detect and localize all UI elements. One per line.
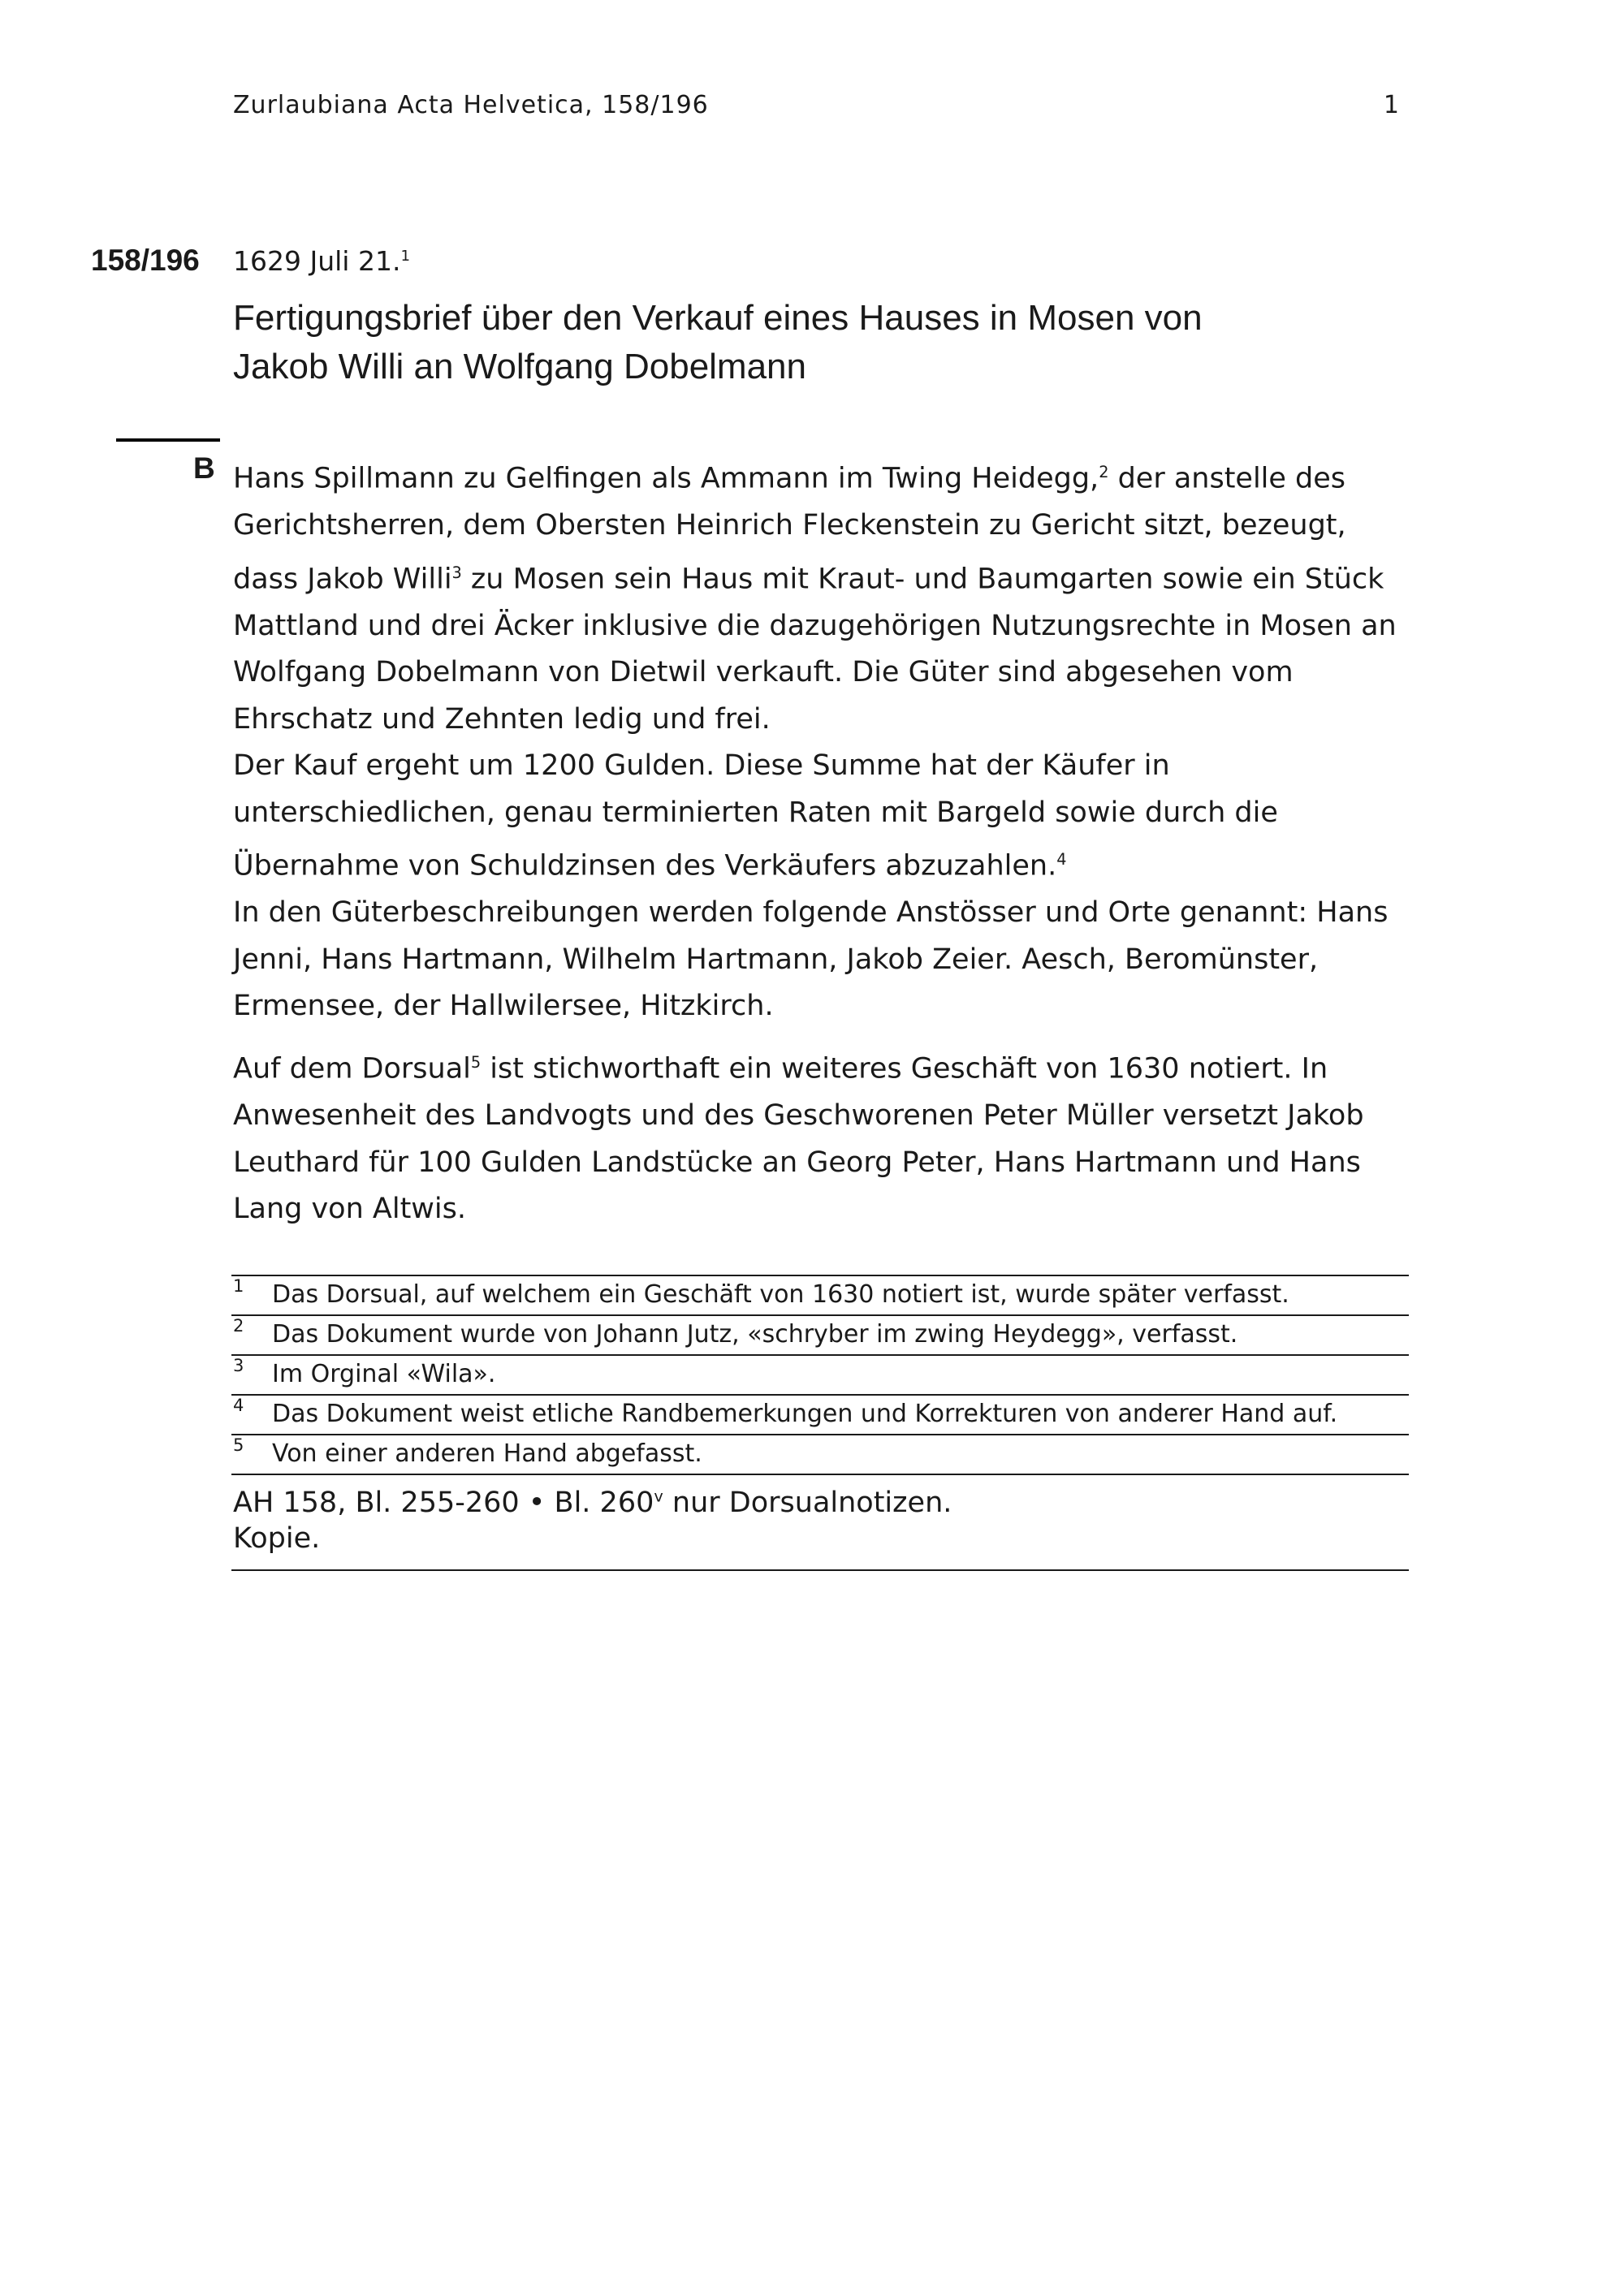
footnote-ref-4[interactable]: 4 [1056, 850, 1067, 870]
footnote-ref-2[interactable]: 2 [1099, 463, 1109, 481]
document-date [233, 245, 410, 277]
footnote-text: Im Orginal «Wila». [272, 1360, 496, 1388]
footnote-text: Das Dokument weist etliche Randbemerkungen und Korrekturen von anderer Hand auf. [272, 1400, 1338, 1428]
title-line-2: Jakob Willi an Wolfgang Dobelmann [233, 347, 806, 386]
footnote-text: Von einer anderen Hand abgefasst. [272, 1439, 702, 1468]
footnotes [231, 1275, 1409, 1475]
footnote-text: Das Dorsual, auf welchem ein Geschäft von 1630 notiert ist, wurde später verfasst. [272, 1280, 1289, 1309]
source-line-2: Kopie. [233, 1522, 321, 1555]
footnote [231, 1314, 1409, 1354]
footnote-number: 3 [233, 1356, 244, 1375]
paragraph-1: Hans Spillmann zu Gelfingen als Ammann im Twing Heidegg,$^2$ der anstelle des Gerichtsherren, dem Obersten Heinrich Fleckenstein zu Gericht sitzt, bezeugt, dass Jakob Willi$^3$ zu Mosen sein Haus mit Kraut- und Baumgarten sowie ein Stück Mattland und drei Äcker inklusive die dazugehörigen Nutzungsrechte in Mosen an Wolfgang Dobelmann von Dietwil verkauft. Die Güter sind abgesehen vom Ehrschatz und Zehnten ledig und frei. [233, 462, 1397, 736]
margin-rule [116, 438, 220, 442]
footnote-number: 1 [233, 1276, 244, 1296]
title-line-1: Fertigungsbrief über den Verkauf eines Hauses in Mosen von [233, 298, 1203, 338]
section-marker: B [193, 451, 215, 485]
document-title [233, 294, 1409, 391]
document-number: 158/196 [91, 244, 200, 277]
footnote [231, 1275, 1409, 1314]
paragraph-4: Auf dem Dorsual$^5$ ist stichworthaft ein weiteres Geschäft von 1630 notiert. In Anwesenheit des Landvogts und des Geschworenen Peter Müller versetzt Jakob Leuthard für 100 Gulden Landstücke an Georg Peter, Hans Hartmann und Hans Lang von Altwis. [233, 1052, 1364, 1226]
footnote-ref-5[interactable]: 5 [470, 1052, 482, 1072]
page-header [233, 91, 1409, 132]
date-footnote-ref[interactable]: 1 [400, 248, 410, 265]
paragraph-2: Der Kauf ergeht um 1200 Gulden. Diese Summe hat der Käufer in unterschiedlichen, genau terminierten Raten mit Bargeld sowie durch die Übernahme von Schuldzinsen des Verkäufers abzuzahlen.$^4$ [233, 749, 1278, 883]
footnote-number: 4 [233, 1396, 244, 1415]
paragraph-3: In den Güterbeschreibungen werden folgende Anstösser und Orte genannt: Hans Jenni, Hans Hartmann, Wilhelm Hartmann, Jakob Zeier. Aesch, Beromünster, Ermensee, der Hallwilersee, Hitzkirch. [233, 896, 1389, 1023]
page-number: 1 [1383, 91, 1399, 119]
footnote-number: 5 [233, 1435, 244, 1455]
source-line-1: AH 158, Bl. 255-260 • Bl. 260$^v$ nur Dorsualnotizen. [233, 1487, 952, 1519]
footnote [231, 1434, 1409, 1475]
footnote [231, 1354, 1409, 1394]
source-reference [231, 1482, 1409, 1571]
summary-text [233, 449, 1409, 1233]
footnote-text: Das Dokument wurde von Johann Jutz, «schryber im zwing Heydegg», verfasst. [272, 1320, 1238, 1349]
footnote-ref-3[interactable]: 3 [451, 563, 462, 582]
date-text: 1629 Juli 21. [233, 245, 401, 277]
footnote [231, 1394, 1409, 1434]
footnote-number: 2 [233, 1316, 244, 1336]
header-title: Zurlaubiana Acta Helvetica, 158/196 [233, 91, 709, 119]
